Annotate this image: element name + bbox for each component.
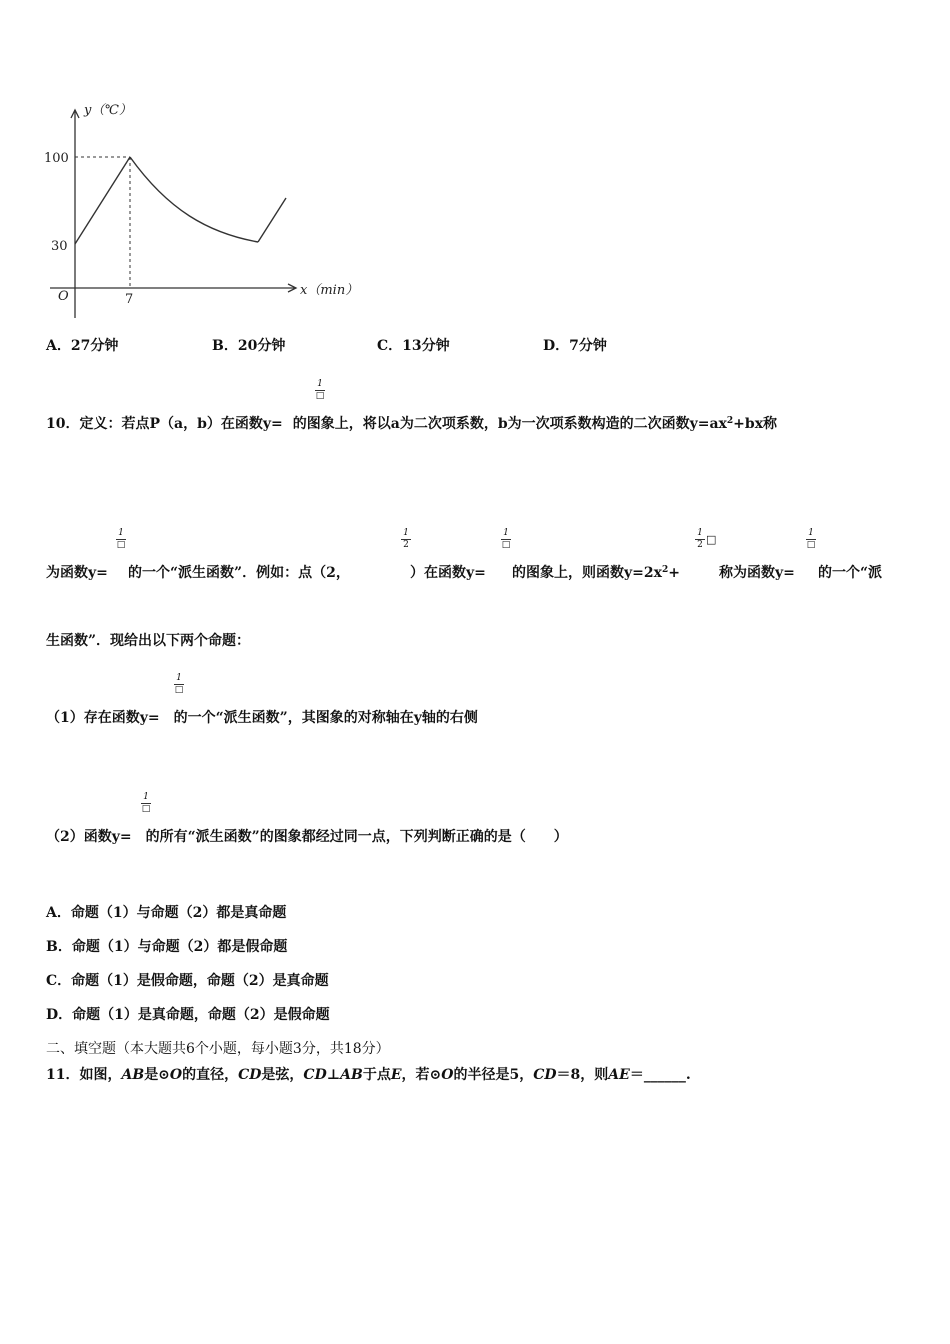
q10-option-d: D．命题（1）是真命题，命题（2）是假命题 [46,1007,330,1023]
box-glyph: □ [706,533,717,546]
x-tick-7: 7 [125,292,134,307]
q9-option-a: A．27分钟 [46,338,119,354]
q10-option-b: B．命题（1）与命题（2）都是假命题 [46,939,288,955]
x-axis-label: x（min） [300,283,359,298]
fraction-1-over-x [315,380,325,401]
cooling-curve [130,157,258,242]
q10-line3: 生函数”．现给出以下两个命题： [46,633,251,649]
origin-label: O [58,289,69,304]
q10-line2-c: ）在函数y= [410,565,486,581]
y-tick-100: 100 [44,151,69,166]
q9-option-d: D．7分钟 [543,338,607,354]
q10-option-a: A．命题（1）与命题（2）都是真命题 [46,905,287,921]
fraction-1-over-2: $\frac{1}{2}$ [401,529,411,550]
fraction-numerator: 1 [315,380,325,391]
fraction-1-over-x: 1 □ [141,792,151,814]
fraction-denominator: □ [315,391,325,401]
q10-line2-a: 为函数y= [46,565,108,581]
q10-line2-b: 的一个“派生函数”．例如：点（2， [128,565,350,581]
y-axis-label: y（℃） [84,103,132,118]
fraction-1-over-x: 1 □ [806,528,816,550]
q10-line2-f: 称为函数y= [719,565,795,581]
q10-line2-d: 的图象上，则函数$y=2x^2+$ [512,565,680,581]
proposition-2: （2）函数y= 的所有“派生函数”的图象都经过同一点，下列判断正确的是（ ） [46,829,568,845]
q9-option-c: C．13分钟 [377,338,450,354]
fraction-1-over-x: 1 □ [116,528,126,550]
y-tick-30: 30 [51,239,68,254]
q10-stem-start: 10．定义：若点P（a，b）在函数y= [46,416,283,432]
q10-sup: 2 [726,416,734,426]
fraction-1-over-2: $\frac{1}{2}$ [695,529,705,550]
temperature-graph [38,100,363,322]
rising-segment [75,157,130,244]
q10-line1 [46,415,777,433]
q10-option-c: C．命题（1）是假命题，命题（2）是真命题 [46,973,329,989]
q10-stem-end: +bx称 [733,416,778,432]
fraction-1-over-x: 1 □ [501,528,511,550]
q10-stem-cont: 的图象上，将以a为二次项系数，b为一次项系数构造的二次函数y=ax [292,416,727,432]
q10-line2-g: 的一个“派 [818,565,883,581]
fraction-1-over-x: 1 □ [174,673,184,695]
q9-option-b: B．20分钟 [212,338,286,354]
proposition-1: （1）存在函数y= 的一个“派生函数”，其图象的对称轴在y轴的右侧 [46,710,478,726]
reheat-segment [258,198,286,242]
question-11: 11．如图，AB是⊙O的直径，CD是弦，CD⊥AB于点E，若⊙O的半径是5，CD＝8，则AE＝______. [46,1067,691,1083]
section-heading: 二、填空题（本大题共6个小题，每小题3分，共18分） [46,1041,390,1057]
